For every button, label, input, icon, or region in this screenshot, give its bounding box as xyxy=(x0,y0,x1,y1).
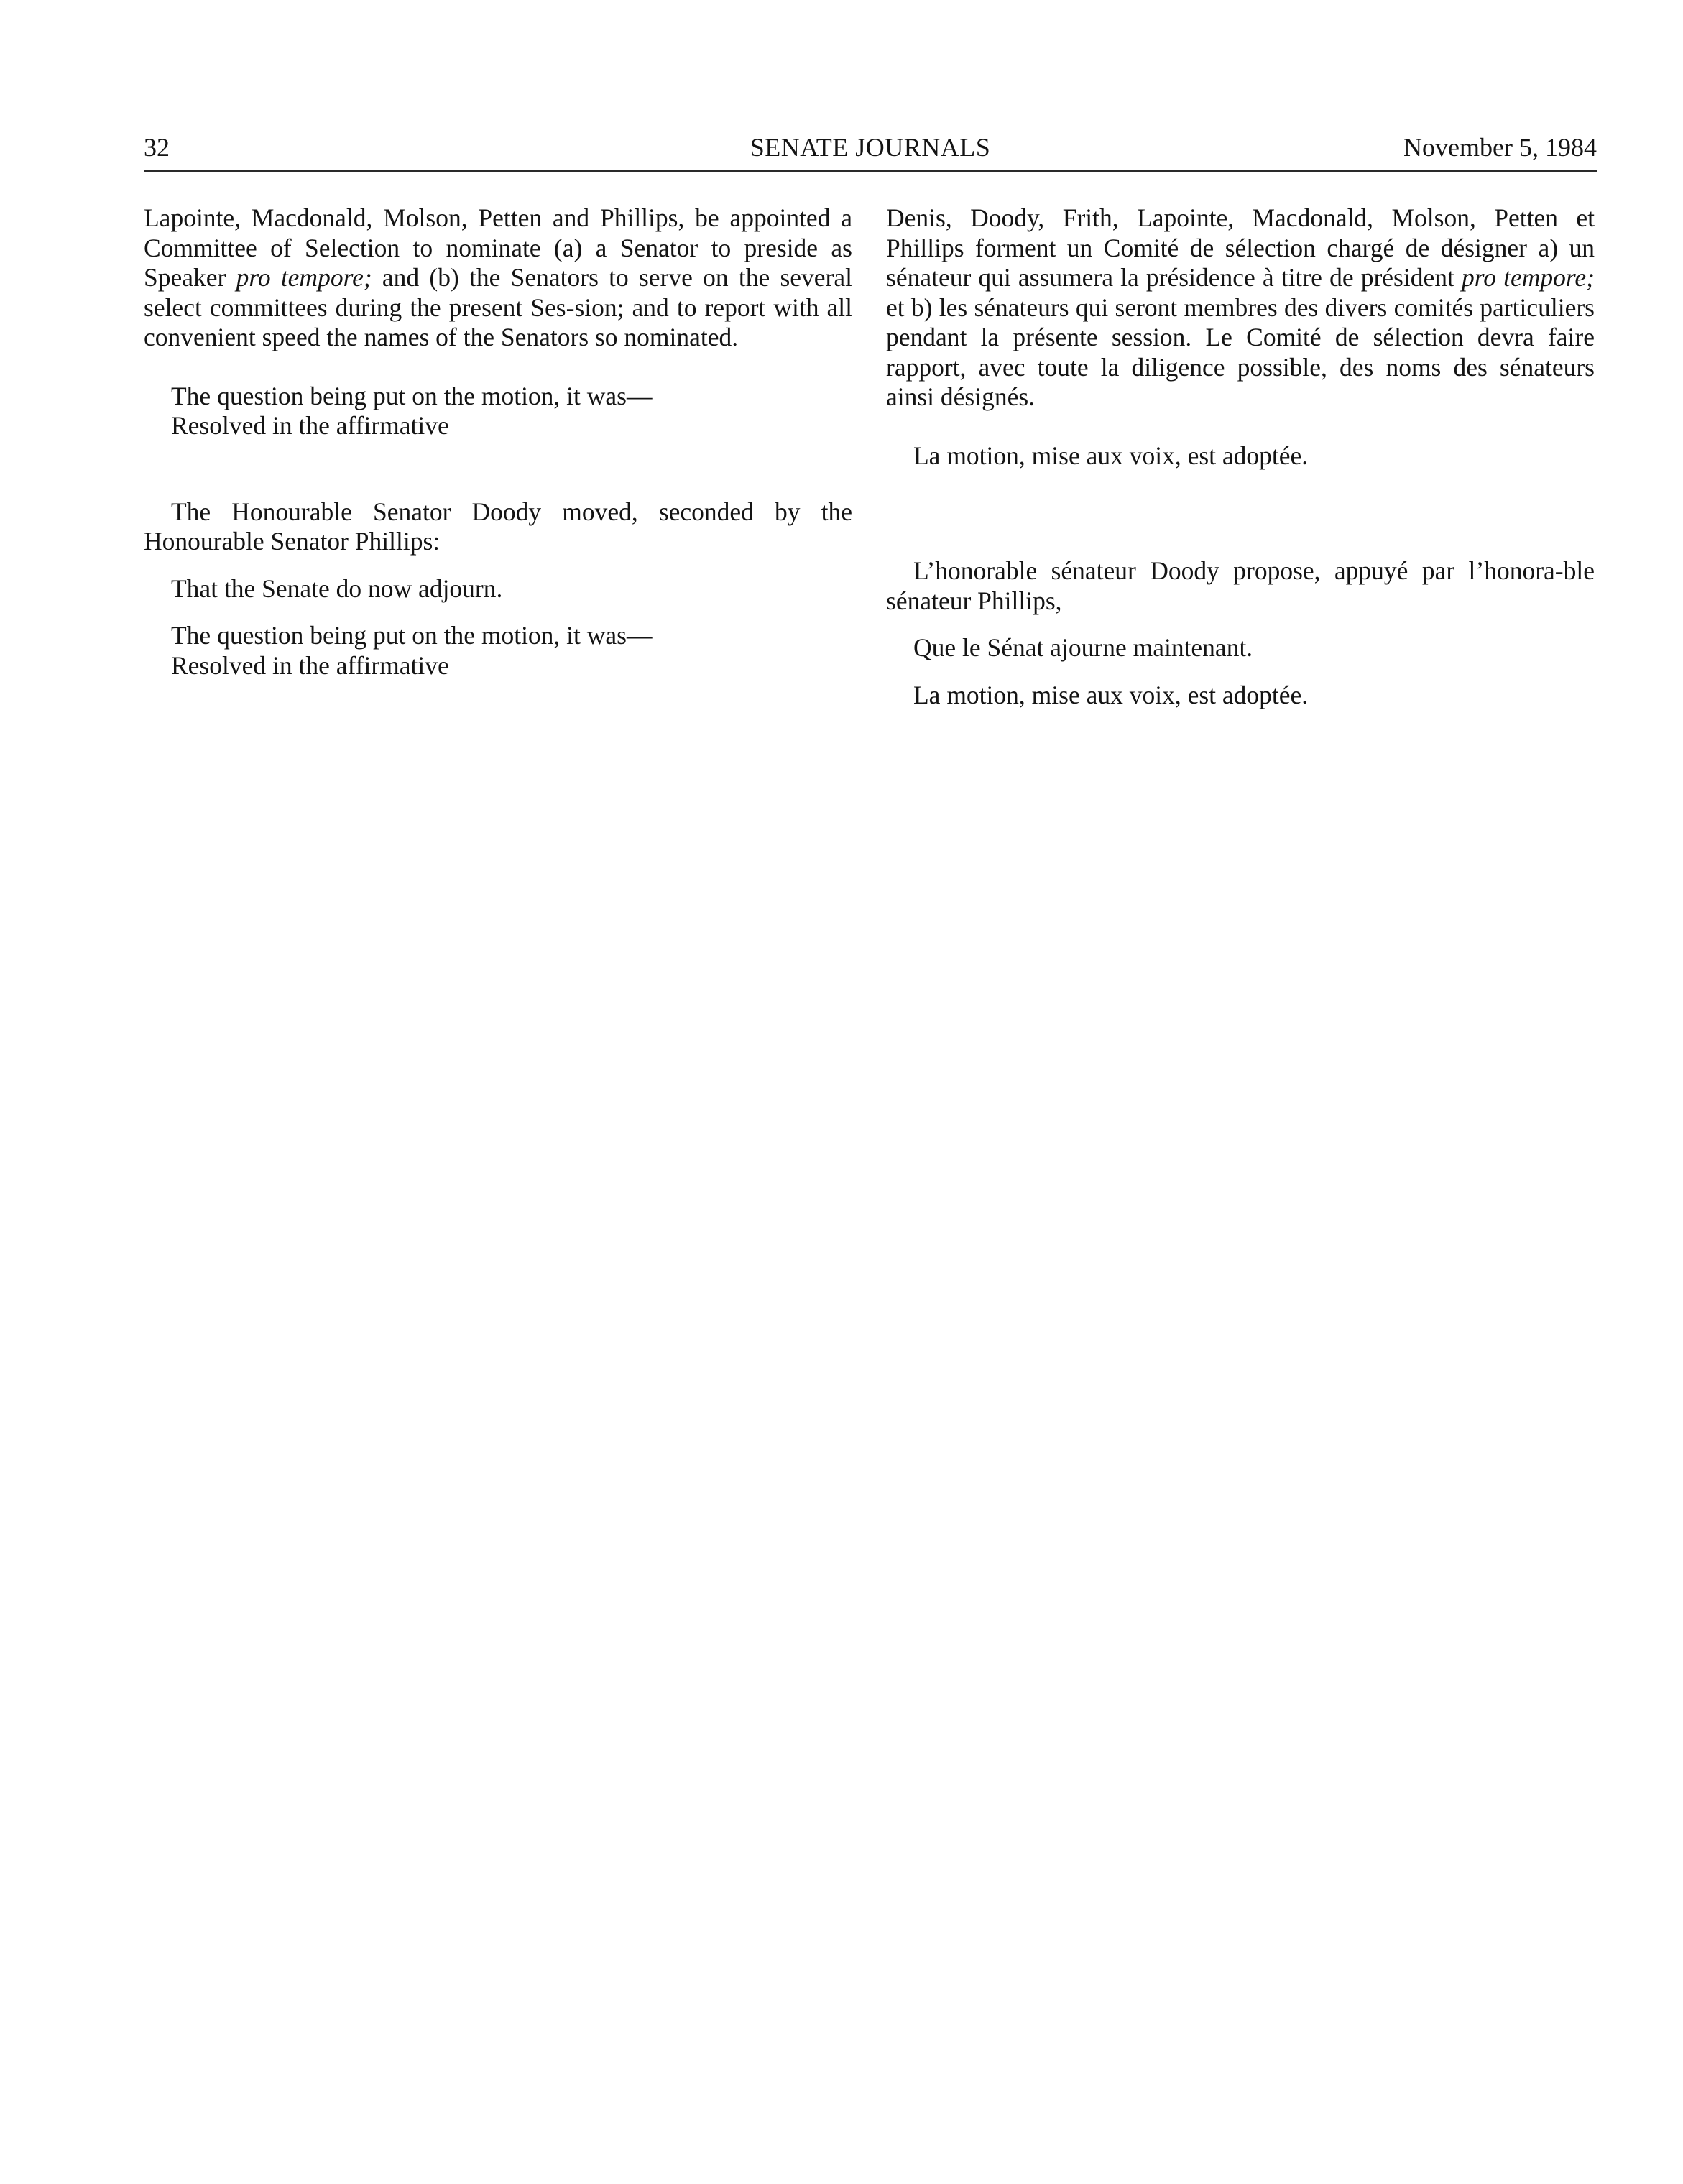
question-line-en-2: The question being put on the motion, it was— xyxy=(171,621,653,650)
doody-motion-fr: L’honorable sénateur Doody propose, appuyé par l’honora-ble sénateur Phillips, xyxy=(886,556,1595,615)
committee-text-en-end: and (b) the Senators to serve on the several select committees during the present Ses-sion; and to report with all convenient speed the names of the Senators so nominated. xyxy=(144,263,852,351)
adjourn-motion-en: That the Senate do now adjourn. xyxy=(171,573,503,603)
french-column xyxy=(886,203,1595,710)
question-line-en-1: The question being put on the motion, it was— xyxy=(171,381,653,410)
committee-text-en-start: Lapointe, Macdonald, Molson, Petten and Phillips, be appointed a Committee of Selection to nominate (a) a Senator to preside as Speaker xyxy=(144,203,852,292)
english-column xyxy=(144,203,852,681)
page-header xyxy=(144,129,1597,172)
pro-tempore-en: pro tempore; xyxy=(236,263,372,292)
adjourn-motion-fr: Que le Sénat ajourne maintenant. xyxy=(913,633,1253,662)
committee-paragraph-fr xyxy=(886,203,1595,413)
doody-motion-en: The Honourable Senator Doody moved, seconded by the Honourable Senator Phillips: xyxy=(144,497,852,556)
resolved-line-en-2: Resolved in the affirmative xyxy=(171,650,449,680)
committee-text-fr-end: et b) les sénateurs qui seront membres des divers comités particuliers pendant la présente session. Le Comité de sélection devra faire rapport, avec toute la diligence possible, des noms des sénateurs ainsi désignés. xyxy=(886,292,1595,411)
adopted-line-fr-1: La motion, mise aux voix, est adoptée. xyxy=(913,441,1309,470)
header-date: November 5, 1984 xyxy=(1403,133,1597,162)
pro-tempore-fr: pro tempore; xyxy=(1462,263,1595,292)
adopted-line-fr-2: La motion, mise aux voix, est adoptée. xyxy=(913,680,1309,709)
committee-text-fr-start: Denis, Doody, Frith, Lapointe, Macdonald, Molson, Petten et Phillips forment un Comité de sélection chargé de désigner a) un sénateur qui assumera la présidence à titre de président xyxy=(886,203,1595,292)
committee-paragraph-en xyxy=(144,203,852,353)
page-number: 32 xyxy=(144,133,170,162)
header-rule xyxy=(144,170,1597,172)
resolved-line-en-1: Resolved in the affirmative xyxy=(171,411,449,440)
journal-title: SENATE JOURNALS xyxy=(750,133,991,162)
